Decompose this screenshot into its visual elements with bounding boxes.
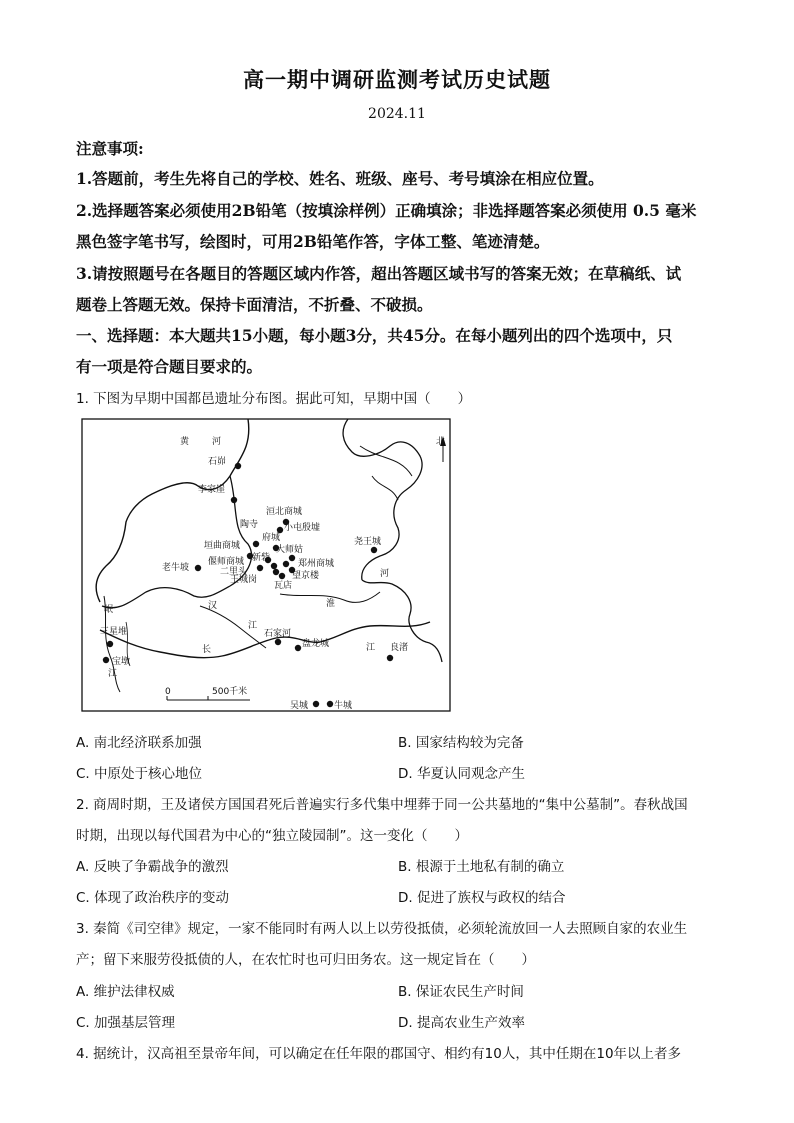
section-heading: 有一项是符合题目要求的。: [76, 357, 263, 376]
site-label: 望京楼: [292, 571, 320, 581]
option-a[interactable]: A. 维护法律权威: [76, 984, 175, 1000]
site-label: 瓦店: [274, 581, 293, 591]
option-b[interactable]: B. 国家结构较为完备: [398, 735, 524, 751]
site-label: 府城: [262, 533, 281, 543]
site-label: 二里头: [220, 567, 248, 577]
site-dot: [371, 547, 377, 553]
option-a[interactable]: A. 南北经济联系加强: [76, 735, 202, 751]
river-label: 淮: [326, 599, 336, 609]
capital-sites-map: [80, 416, 455, 714]
site-label: 盘龙城: [302, 639, 330, 649]
site-dot: [279, 573, 285, 579]
option-d[interactable]: D. 促进了族权与政权的结合: [398, 890, 566, 906]
option-d[interactable]: D. 提高农业生产效率: [398, 1015, 525, 1031]
question-2-stem: 时期，出现以每代国君为中心的“独立陵园制”。这一变化（ ）: [76, 828, 468, 844]
site-label: 新砦: [252, 553, 271, 563]
site-dot: [235, 463, 241, 469]
question-1-stem: 1. 下图为早期中国都邑遗址分布图。据此可知，早期中国（ ）: [76, 391, 472, 407]
site-dot: [231, 497, 237, 503]
section-heading: 一、选择题：本大题共15小题，每小题3分，共45分。在每小题列出的四个选项中，只: [76, 326, 673, 345]
option-c[interactable]: C. 中原处于核心地位: [76, 766, 203, 782]
site-label: 王城岗: [230, 575, 258, 585]
site-label: 李家崖: [198, 485, 226, 495]
option-b[interactable]: B. 保证农民生产时间: [398, 984, 524, 1000]
notice-line: 题卷上答题无效。保持卡面清洁，不折叠、不破损。: [76, 295, 433, 314]
river-label: 河: [380, 569, 390, 579]
site-dot: [387, 655, 393, 661]
site-dot: [275, 639, 281, 645]
river-label: 江: [248, 621, 258, 631]
site-label: 石家河: [264, 629, 292, 639]
site-label: 陶寺: [240, 520, 259, 530]
river-label: 黄: [180, 437, 190, 447]
page-title: 高一期中调研监测考试历史试题: [243, 67, 551, 92]
site-label: 石峁: [208, 457, 227, 467]
option-c[interactable]: C. 加强基层管理: [76, 1015, 176, 1031]
scale-zero: 0: [165, 687, 171, 697]
site-label: 郑州商城: [298, 559, 335, 569]
river-label: 江: [108, 669, 118, 679]
river-label: 岷: [104, 605, 114, 615]
site-dot: [289, 555, 295, 561]
river-label: 河: [212, 437, 222, 447]
site-label: 偃师商城: [208, 557, 245, 567]
map-frame: [82, 419, 450, 711]
site-label: 小屯殷墟: [284, 523, 321, 533]
site-label: 吴城: [290, 701, 309, 711]
site-dot: [257, 565, 263, 571]
river-label: 汉: [208, 601, 218, 611]
question-3-stem: 3. 秦简《司空律》规定，一家不能同时有两人以上以劳役抵债，必须轮流放回一人去照顾自家的农业生: [76, 921, 688, 937]
site-dot: [107, 641, 113, 647]
option-b[interactable]: B. 根源于土地私有制的确立: [398, 859, 565, 875]
question-3-stem: 产；留下来服劳役抵债的人，在农忙时也可归田务农。这一规定旨在（ ）: [76, 952, 535, 968]
notice-line: 2.选择题答案必须使用2B铅笔（按填涂样例）正确填涂；非选择题答案必须使用 0.5 毫米: [76, 201, 697, 220]
site-label: 垣曲商城: [204, 541, 241, 551]
question-4-stem: 4. 据统计，汉高祖至景帝年间，可以确定在任年限的郡国守、相约有10人，其中任期在10年以上者多: [76, 1046, 682, 1062]
site-label: 良渚: [390, 643, 409, 653]
site-label: 大师姑: [276, 545, 304, 555]
site-label: 三星堆: [100, 627, 128, 637]
site-label: 尧王城: [354, 537, 382, 547]
site-dot: [327, 701, 333, 707]
river-label: 长: [202, 645, 212, 655]
notice-line: 黑色签字笔书写，绘图时，可用2B铅笔作答，字体工整、笔迹清楚。: [76, 232, 550, 251]
option-c[interactable]: C. 体现了政治秩序的变动: [76, 890, 230, 906]
site-label: 洹北商城: [266, 507, 303, 517]
site-dot: [103, 657, 109, 663]
site-dot: [295, 645, 301, 651]
site-label: 宝墩: [112, 657, 131, 667]
scale-label: 500千米: [212, 687, 248, 697]
site-dot: [271, 563, 277, 569]
north-label: 北: [436, 437, 446, 447]
exam-date: 2024.11: [368, 106, 426, 122]
site-dot: [253, 541, 259, 547]
option-d[interactable]: D. 华夏认同观念产生: [398, 766, 525, 782]
option-a[interactable]: A. 反映了争霸战争的激烈: [76, 859, 229, 875]
site-label: 老牛坡: [162, 563, 190, 573]
notice-heading: 注意事项:: [76, 139, 144, 158]
site-dot: [273, 569, 279, 575]
notice-line: 1.答题前，考生先将自己的学校、姓名、班级、座号、考号填涂在相应位置。: [76, 169, 604, 188]
notice-line: 3.请按照题号在各题目的答题区域内作答，超出答题区域书写的答案无效；在草稿纸、试: [76, 264, 682, 283]
site-dot: [313, 701, 319, 707]
river-label: 江: [366, 643, 376, 653]
question-2-stem: 2. 商周时期，王及诸侯方国国君死后普遍实行多代集中埋葬于同一公共墓地的“集中公墓制”。春秋战国: [76, 797, 688, 813]
site-dot: [283, 561, 289, 567]
site-dot: [195, 565, 201, 571]
site-label: 牛城: [334, 701, 353, 711]
